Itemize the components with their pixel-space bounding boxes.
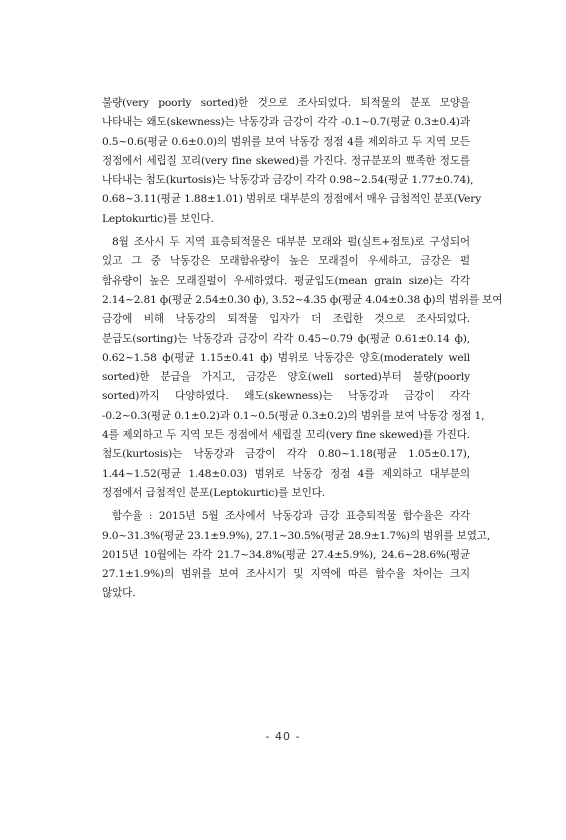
text-line: 4를 제외하고 두 지역 모든 정점에서 세립질 꼬리(very fine skewed)를 가진다.: [102, 429, 470, 442]
text-line: 나타내는 왜도(skewness)는 낙동강과 금강이 각각 -0.1~0.7(평균 0.3±0.4)과: [102, 116, 470, 129]
text-line: 금강에 비해 낙동강의 퇴적물 입자가 더 조립한 것으로 조사되었다.: [102, 313, 470, 326]
text-line: 27.1±1.9%)의 범위를 보여 조사시기 및 지역에 따른 함수율 차이는 크지: [102, 568, 470, 581]
body-text: [102, 94, 503, 608]
text-line: 0.68~3.11(평균 1.88±1.01) 범위로 대부분의 정점에서 매우 급첨적인 분포(Very: [102, 193, 482, 206]
text-line: sorted)한 분급을 가지고, 금강은 양호(well sorted)부터 불량(poorly: [102, 371, 470, 384]
text-line: 불량(very poorly sorted)한 것으로 조사되었다. 퇴적물의 분포 모양을: [102, 97, 470, 109]
text-line: 9.0~31.3%(평균 23.1±9.9%), 27.1~30.5%(평균 28.9±1.7%)의 범위를 보였고,: [102, 529, 491, 542]
text-line: -0.2~0.3(평균 0.1±0.2)과 0.1~0.5(평균 0.3±0.2)의 범위를 보여 낙동강 정점 1,: [102, 409, 485, 422]
text-line: 않았다.: [102, 587, 136, 600]
text-line: 정점에서 급첨적인 분포(Leptokurtic)를 보인다.: [102, 486, 325, 499]
text-line: 0.5~0.6(평균 0.6±0.0)의 범위를 보여 낙동강 정점 4를 제외하고 두 지역 모든: [102, 135, 470, 148]
text-line: 정점에서 세립질 꼬리(very fine skewed)를 가진다. 정규분포의 뾰족한 정도를: [102, 154, 470, 167]
text-line: 2015년 10월에는 각각 21.7~34.8%(평균 27.4±5.9%), 24.6~28.6%(평균: [102, 548, 470, 561]
page-number: - 40 -: [265, 730, 301, 743]
text-line: 첨도(kurtosis)는 낙동강과 금강이 각각 0.80~1.18(평균 1.05±0.17),: [102, 448, 470, 461]
paragraph-water-content: [102, 507, 491, 603]
text-line: 8월 조사시 두 지역 표층퇴적물은 대부분 모래와 펄(실트+점토)로 구성되어: [112, 236, 470, 249]
text-line: 분급도(sorting)는 낙동강과 금강이 각각 0.45~0.79 ф(평균 0.61±0.14 ф),: [102, 332, 470, 345]
text-line: 함수율 : 2015년 5월 조사에서 낙동강과 금강 표층퇴적물 함수율은 각각: [112, 510, 470, 523]
text-line: Leptokurtic)를 보인다.: [102, 212, 214, 225]
text-line: 함유량이 높은 모래질펄이 우세하였다. 평균입도(mean grain size)는 각각: [102, 274, 470, 287]
text-line: 1.44~1.52(평균 1.48±0.03) 범위로 낙동강 정점 4를 제외하고 대부분의: [102, 467, 470, 480]
text-line: 있고 그 중 낙동강은 모래함유량이 높은 모래질이 우세하고, 금강은 펄: [102, 255, 470, 268]
paragraph-sediment-sorting-skewness: [102, 94, 482, 229]
paragraph-august-survey: [102, 233, 503, 503]
text-line: 2.14~2.81 ф(평균 2.54±0.30 ф), 3.52~4.35 ф(평균 4.04±0.38 ф)의 범위를 보여: [102, 293, 503, 306]
text-line: sorted)까지 다양하였다. 왜도(skewness)는 낙동강과 금강이 각각: [102, 390, 470, 403]
text-line: 나타내는 첨도(kurtosis)는 낙동강과 금강이 각각 0.98~2.54(평균 1.77±0.74),: [102, 174, 474, 187]
text-line: 0.62~1.58 ф(평균 1.15±0.41 ф) 범위로 낙동강은 양호(moderately well: [102, 351, 470, 364]
